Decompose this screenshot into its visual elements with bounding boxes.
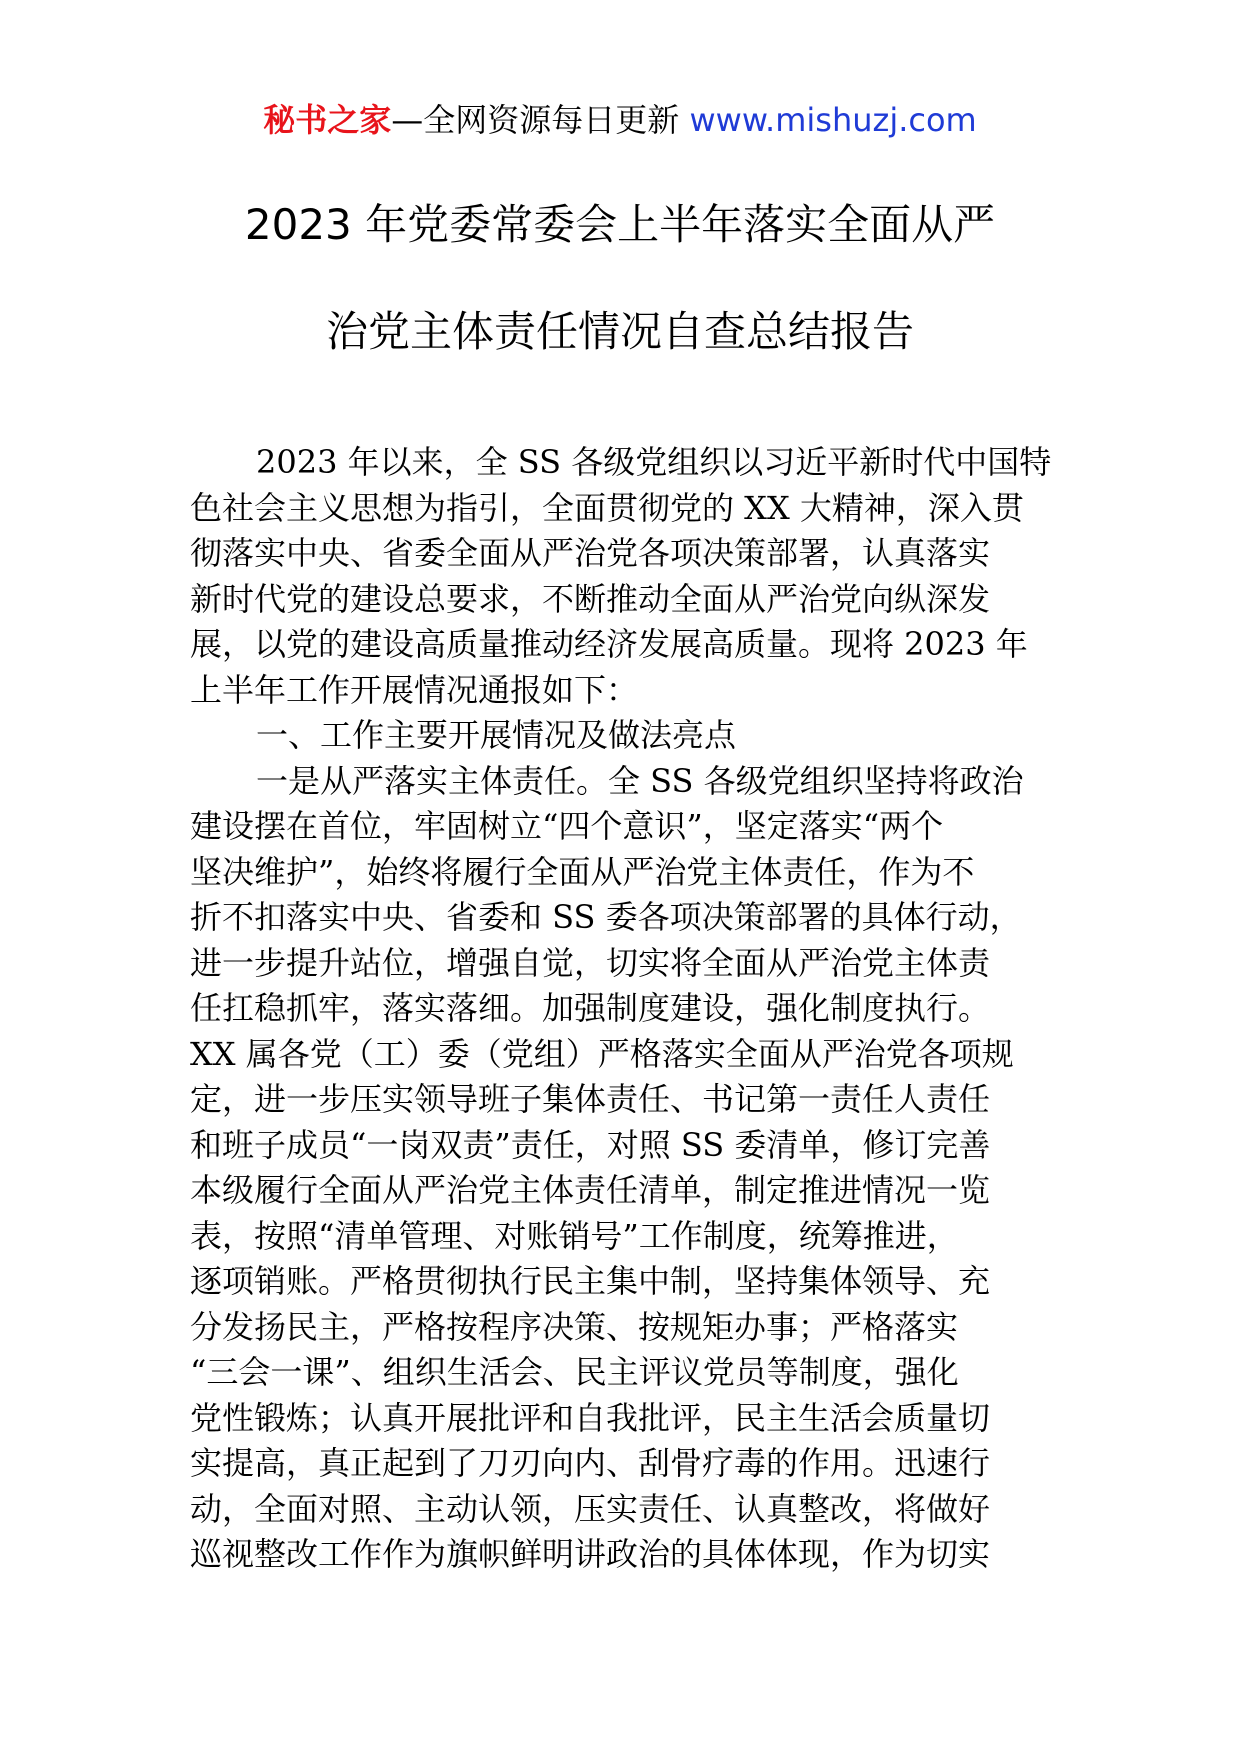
- body-line: 进一步提升站位，增强自觉，切实将全面从严治党主体责: [190, 943, 991, 982]
- body-line: 逐项销账。严格贯彻执行民主集中制，坚持集体领导、充: [190, 1262, 991, 1300]
- body-line: 坚决维护”，始终将履行全面从严治党主体责任，作为不: [190, 852, 975, 891]
- body-line: 新时代党的建设总要求，不断推动全面从严治党向纵深发: [190, 579, 991, 618]
- body-line: XX 属各党（工）委（党组）严格落实全面从严治党各项规: [190, 1034, 1014, 1073]
- document-title: [0, 200, 1240, 414]
- body-line: 和班子成员“一岗双责”责任，对照 SS 委清单，修订完善: [190, 1125, 991, 1164]
- body-line: 彻落实中央、省委全面从严治党各项决策部署，认真落实: [190, 534, 991, 572]
- document-body: [190, 440, 1070, 1578]
- body-line: 任扛稳抓牢，落实落细。加强制度建设，强化制度执行。: [190, 989, 991, 1027]
- site-url-link[interactable]: www.mishuzj.com: [689, 101, 977, 139]
- body-line: 定，进一步压实领导班子集体责任、书记第一责任人责任: [190, 1080, 991, 1118]
- site-brand: 秘书之家: [263, 101, 392, 139]
- body-line: 2023 年以来，全 SS 各级党组织以习近平新时代中国特: [256, 443, 1052, 481]
- site-slogan: —全网资源每日更新: [391, 101, 690, 139]
- body-line: “三会一课”、组织生活会、民主评议党员等制度，强化: [190, 1353, 959, 1391]
- title-line: 2023 年党委常委会上半年落实全面从严: [244, 200, 996, 249]
- body-line: 表，按照“清单管理、对账销号”工作制度，统筹推进，: [190, 1216, 959, 1255]
- body-line: 色社会主义思想为指引，全面贯彻党的 XX 大精神，深入贯: [190, 488, 1024, 527]
- body-line: 一、工作主要开展情况及做法亮点: [256, 716, 737, 754]
- title-line: 治党主体责任情况自查总结报告: [325, 307, 914, 356]
- body-line: 本级履行全面从严治党主体责任清单，制定推进情况一览: [190, 1171, 991, 1209]
- body-line: 建设摆在首位，牢固树立“四个意识”，坚定落实“两个: [190, 807, 944, 845]
- body-line: 动，全面对照、主动认领，压实责任、认真整改，将做好: [190, 1489, 991, 1528]
- body-line: 巡视整改工作作为旗帜鲜明讲政治的具体体现，作为切实: [190, 1535, 991, 1573]
- body-line: 党性锻炼；认真开展批评和自我批评，民主生活会质量切: [190, 1398, 991, 1437]
- body-line: 一是从严落实主体责任。全 SS 各级党组织坚持将政治: [256, 761, 1024, 800]
- body-line: 展，以党的建设高质量推动经济发展高质量。现将 2023 年: [190, 625, 1028, 663]
- body-line: 上半年工作开展情况通报如下：: [190, 670, 639, 709]
- body-line: 实提高，真正起到了刀刃向内、刮骨疗毒的作用。迅速行: [190, 1444, 991, 1482]
- body-line: 折不扣落实中央、省委和 SS 委各项决策部署的具体行动，: [190, 898, 1022, 936]
- body-line: 分发扬民主，严格按程序决策、按规矩办事；严格落实: [190, 1307, 959, 1346]
- site-header: [0, 100, 1240, 140]
